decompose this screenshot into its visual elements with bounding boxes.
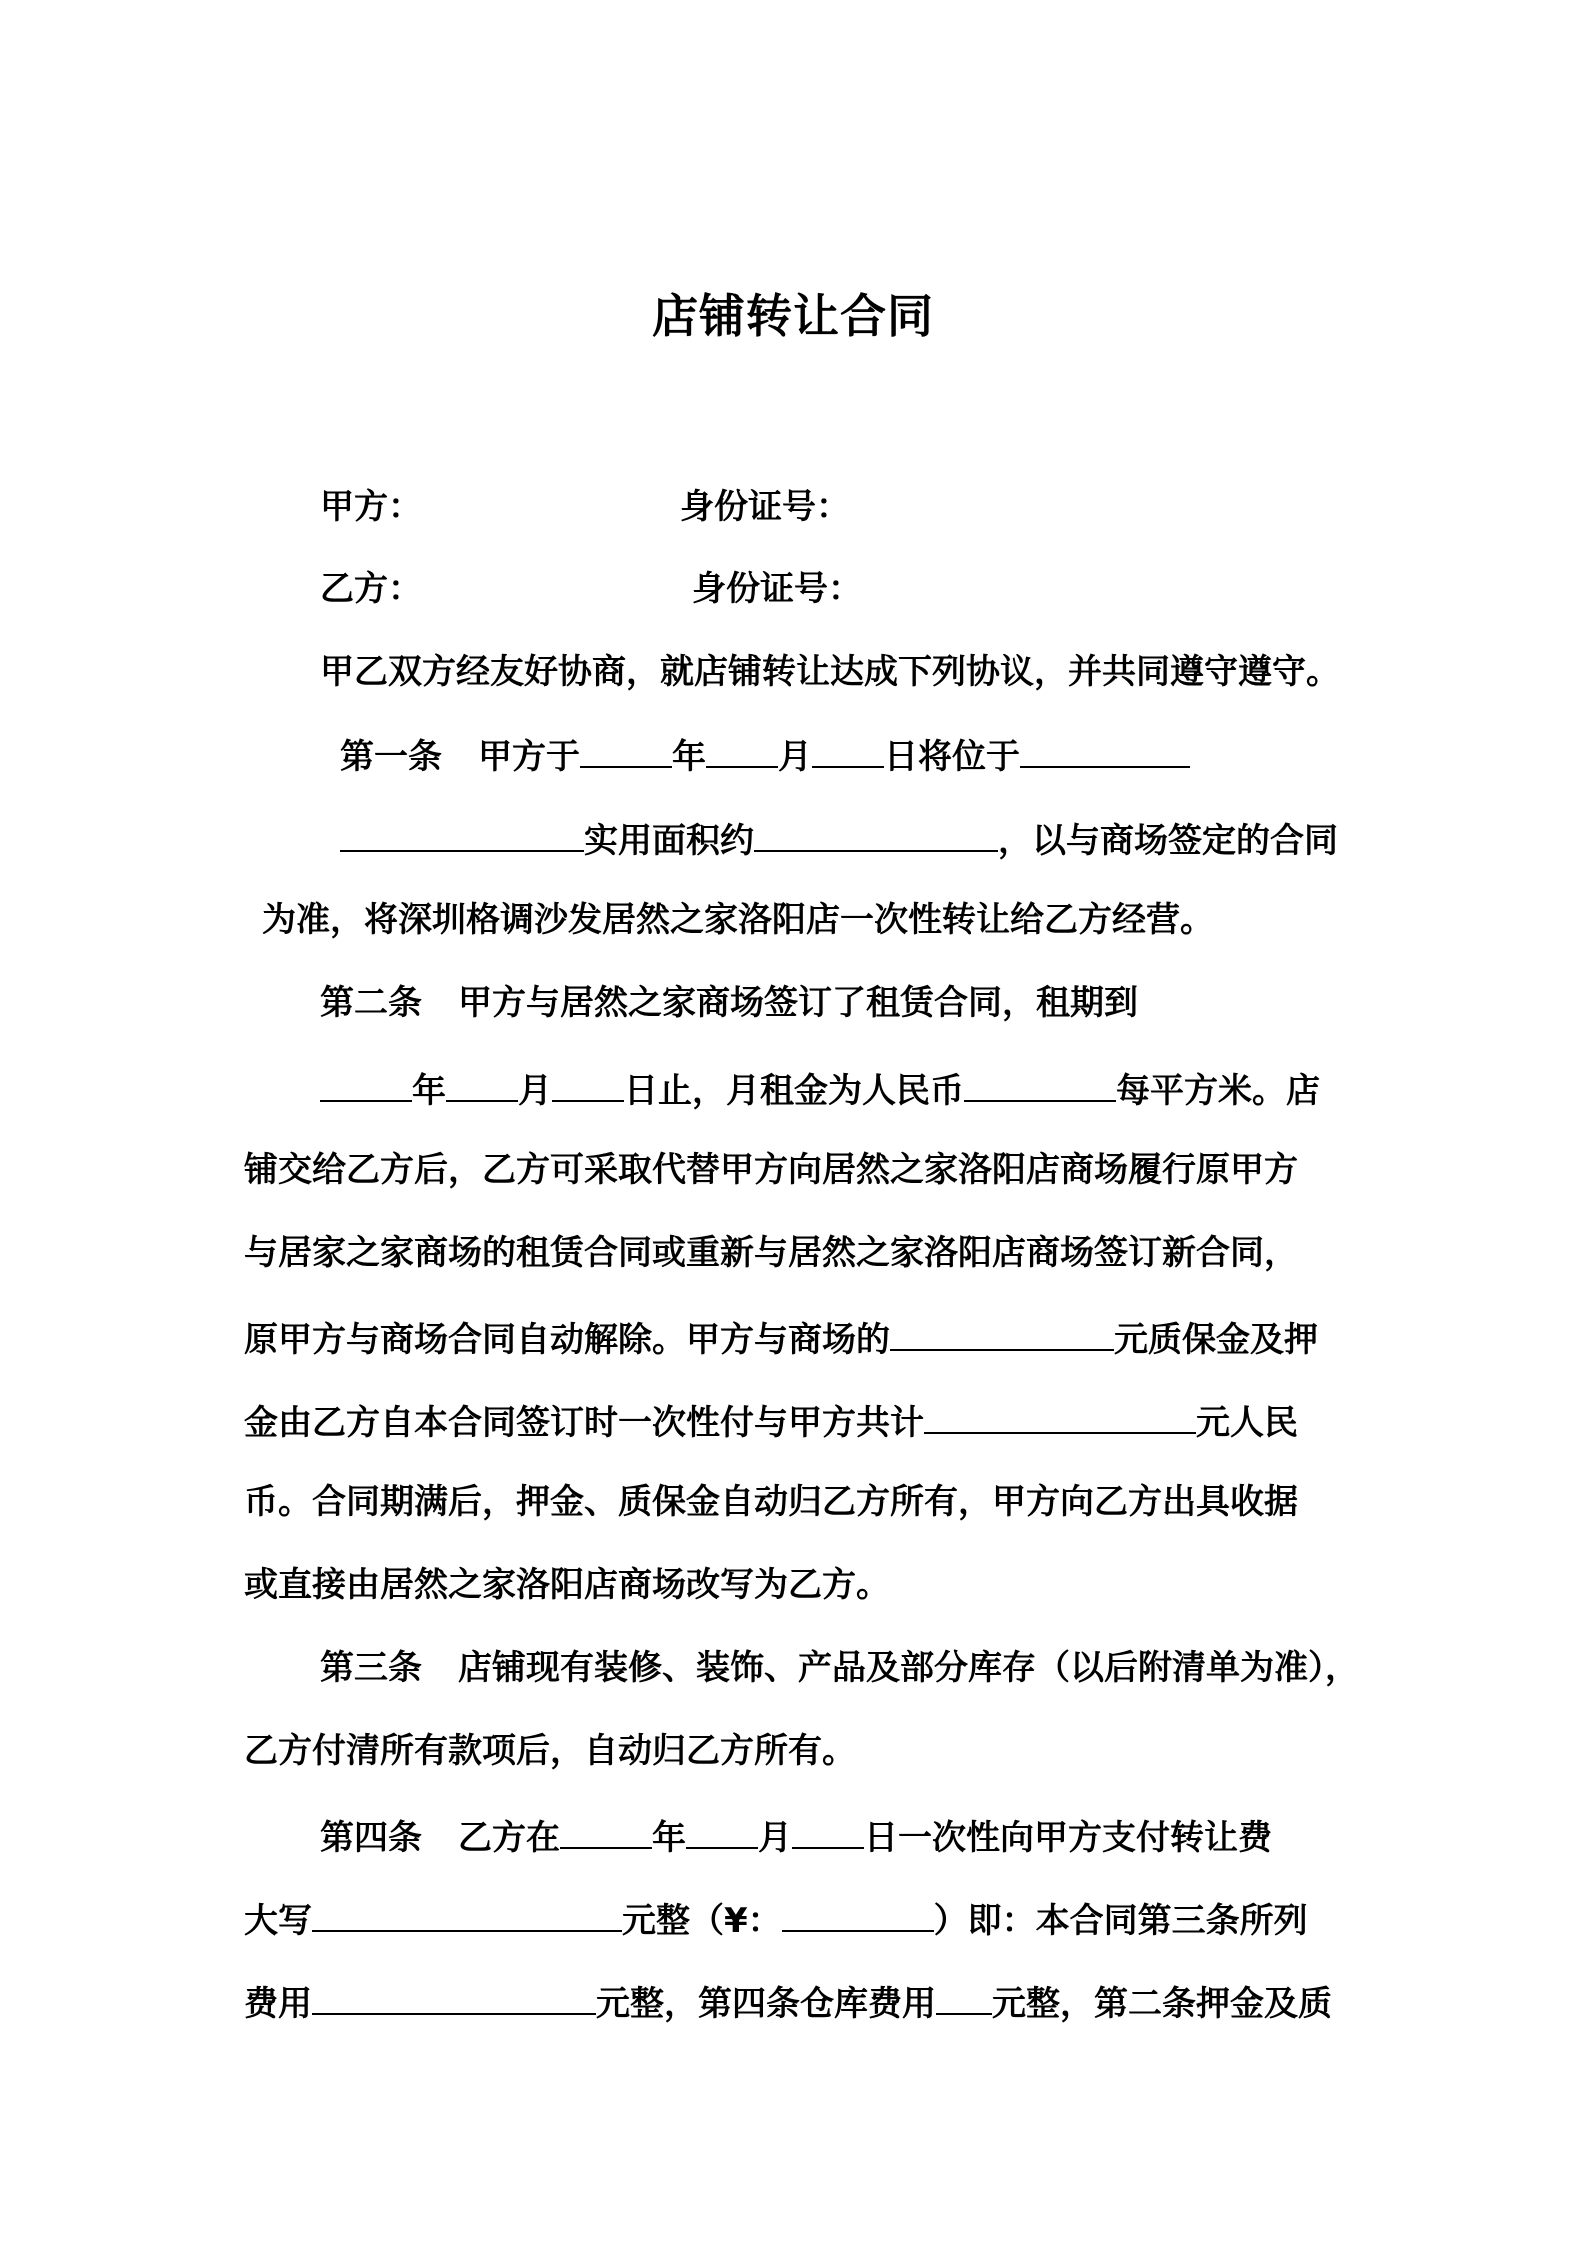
blank-field[interactable] (754, 812, 998, 852)
blank-field[interactable] (312, 1892, 622, 1932)
article-4-text: 元整，第四条仓库费用 (596, 1984, 936, 2024)
blank-field[interactable] (964, 1062, 1116, 1102)
blank-field[interactable] (560, 1809, 652, 1849)
blank-field[interactable] (686, 1809, 758, 1849)
article-1-text: 日将位于 (884, 737, 1020, 777)
party-a-id-label: 身份证号： (680, 487, 850, 527)
blank-field[interactable] (580, 728, 672, 768)
article-3-line-1 (320, 1643, 1359, 1693)
blank-field[interactable] (446, 1062, 518, 1102)
article-2-line-1 (320, 978, 1138, 1028)
blank-field[interactable] (936, 1975, 992, 2015)
party-a-line (320, 482, 422, 532)
blank-field[interactable] (552, 1062, 624, 1102)
intro-paragraph: 甲乙双方经友好协商，就店铺转让达成下列协议，并共同遵守遵守。 (320, 652, 1340, 692)
article-2-line-5 (244, 1311, 1318, 1361)
article-2-text: 原甲方与商场合同自动解除。甲方与商场的 (244, 1320, 890, 1360)
article-4-text: 日一次性向甲方支付转让费 (864, 1818, 1272, 1858)
blank-field[interactable] (706, 728, 778, 768)
article-2-line-4: 与居家之家商场的租赁合同或重新与居然之家洛阳店商场签订新合同， (244, 1233, 1298, 1273)
article-3-line-2: 乙方付清所有款项后，自动归乙方所有。 (244, 1731, 856, 1771)
blank-field[interactable] (792, 1809, 864, 1849)
party-a-id-line (680, 482, 850, 532)
article-3-text: 店铺现有装修、装饰、产品及部分库存（以后附清单为准）， (458, 1648, 1359, 1688)
article-4-line-3 (244, 1975, 1332, 2025)
article-4-heading: 第四条 (320, 1818, 422, 1858)
article-1-text: 实用面积约 (584, 821, 754, 861)
article-2-line-8: 或直接由居然之家洛阳店商场改写为乙方。 (244, 1565, 890, 1605)
article-1-line-1 (340, 728, 1190, 778)
article-4-text: 元整，第二条押金及质 (992, 1984, 1332, 2024)
blank-field[interactable] (890, 1311, 1114, 1351)
party-b-line (320, 564, 422, 614)
article-2-line-2 (320, 1062, 1320, 1112)
article-2-text: 元质保金及押 (1114, 1320, 1318, 1360)
article-4-line-2 (244, 1892, 1308, 1942)
article-2-line-3: 铺交给乙方后，乙方可采取代替甲方向居然之家洛阳店商场履行原甲方 (244, 1150, 1298, 1190)
party-a-label: 甲方： (320, 487, 422, 527)
document-title: 店铺转让合同 (652, 289, 934, 343)
party-b-label: 乙方： (320, 569, 422, 609)
month-label: 月 (778, 737, 812, 777)
party-b-id-label: 身份证号： (692, 569, 862, 609)
article-3-heading: 第三条 (320, 1648, 422, 1688)
article-4-text: ）即：本合同第三条所列 (933, 1901, 1308, 1941)
article-2-line-7: 币。合同期满后，押金、质保金自动归乙方所有，甲方向乙方出具收据 (244, 1482, 1298, 1522)
blank-field[interactable] (320, 1062, 412, 1102)
article-2-text: 元人民 (1196, 1403, 1298, 1443)
article-1-line-2 (340, 812, 1338, 862)
article-4-text: 费用 (244, 1984, 312, 2024)
article-2-line-6 (244, 1394, 1298, 1444)
blank-field[interactable] (340, 812, 584, 852)
article-2-heading: 第二条 (320, 983, 422, 1023)
blank-field[interactable] (924, 1394, 1196, 1434)
article-4-text: 元整（¥： (622, 1901, 782, 1941)
blank-field[interactable] (782, 1892, 934, 1932)
article-1-text: 甲方于 (478, 737, 580, 777)
article-1-heading: 第一条 (340, 737, 442, 777)
article-4-line-1 (320, 1809, 1272, 1859)
year-label: 年 (672, 737, 706, 777)
blank-field[interactable] (812, 728, 884, 768)
blank-field[interactable] (312, 1975, 596, 2015)
party-b-id-line (692, 564, 862, 614)
article-2-text: 甲方与居然之家商场签订了租赁合同，租期到 (458, 983, 1138, 1023)
article-2-text: 金由乙方自本合同签订时一次性付与甲方共计 (244, 1403, 924, 1443)
month-label: 月 (758, 1818, 792, 1858)
article-4-text: 大写 (244, 1901, 312, 1941)
article-2-text: 日止，月租金为人民币 (624, 1071, 964, 1111)
year-label: 年 (652, 1818, 686, 1858)
blank-field[interactable] (1020, 728, 1190, 768)
month-label: 月 (518, 1071, 552, 1111)
article-2-text: 每平方米。店 (1116, 1071, 1320, 1111)
article-4-text: 乙方在 (458, 1818, 560, 1858)
year-label: 年 (412, 1071, 446, 1111)
article-1-line-3: 为准，将深圳格调沙发居然之家洛阳店一次性转让给乙方经营。 (262, 900, 1214, 940)
article-1-text: ，以与商场签定的合同 (998, 821, 1338, 861)
